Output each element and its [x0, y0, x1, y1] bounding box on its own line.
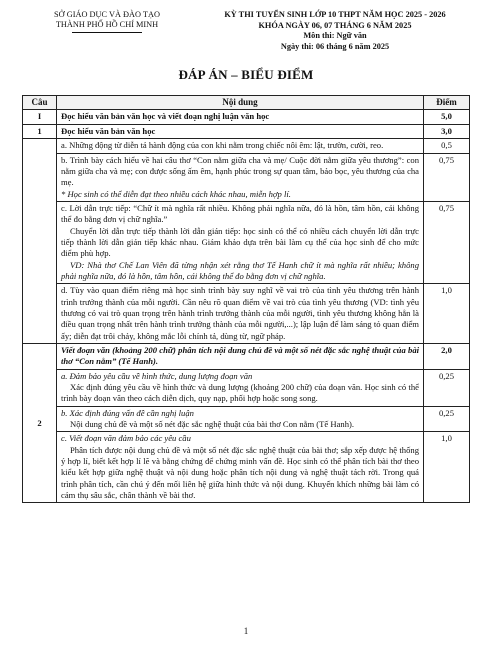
table-row — [23, 139, 470, 153]
document-title: ĐÁP ÁN – BIỂU ĐIỂM — [178, 67, 314, 83]
exam-session: KHÓA NGÀY 06, 07 THÁNG 6 NĂM 2025 — [258, 20, 412, 30]
answer-table — [22, 95, 470, 504]
answer-c-example: VD: Nhà thơ Chế Lan Viên đã từng nhận xét rằng thơ Tế Hanh chữ ít mà nghĩa rất nhiều; không phải nghĩa nữa, đó là hồn, tâm hồn, cái không thể đo bằng đơn vị chữ nghĩa. — [61, 259, 419, 281]
page-number: 1 — [243, 626, 249, 637]
header-cau: Câu — [23, 95, 57, 110]
row-score: 0,25 — [424, 369, 470, 406]
criterion-c-heading: c. Viết đoạn văn đảm bảo các yêu cầu — [61, 433, 191, 444]
row-content: a. Những động từ diễn tả hành động của con khi nằm trong chiếc nôi êm: lật, trườn, cười, reo. — [57, 139, 424, 153]
table-row — [23, 406, 470, 432]
row-score: 0,25 — [424, 406, 470, 432]
row-content — [57, 369, 424, 406]
row-score: 0,75 — [424, 153, 470, 201]
row-score: 1,0 — [424, 432, 470, 503]
exam-title: KỲ THI TUYỂN SINH LỚP 10 THPT NĂM HỌC 2025 - 2026 — [224, 10, 446, 19]
row-content: Đọc hiểu văn bản văn học và viết đoạn nghị luận văn học — [57, 110, 424, 124]
table-row — [23, 344, 470, 370]
table-row — [23, 284, 470, 344]
header-noi-dung: Nội dung — [57, 95, 424, 110]
row-score: 3,0 — [424, 124, 470, 138]
row-content: Viết đoạn văn (khoảng 200 chữ) phân tích nội dung chủ đề và một số nét đặc sắc nghệ thuật của bài thơ “Con nằm” (Tế Hanh). — [57, 344, 424, 370]
table-header-row — [23, 95, 470, 110]
row-score: 2,0 — [424, 344, 470, 370]
table-row — [23, 153, 470, 201]
criterion-a-text: Xác định đúng yêu cầu về hình thức và dung lượng (khoảng 200 chữ) của đoạn văn. Học sinh có thể trình bày đoạn văn theo cách diễn dịch, quy nạp, phối hợp hoặc song song. — [61, 382, 419, 404]
authority-line-1: SỞ GIÁO DỤC VÀ ĐÀO TẠO — [54, 10, 160, 19]
answer-c-quote: c. Lời dẫn trực tiếp: “Chữ ít mà nghĩa rất nhiều. Không phải nghĩa nữa, đó là hồn, tâm hồn, cái không thể đo bằng đơn vị chữ nghĩa.” — [61, 202, 419, 225]
row-cau: 1 — [23, 124, 57, 138]
row-score: 0,5 — [424, 139, 470, 153]
row-content — [57, 432, 424, 503]
exam-subject: Môn thi: Ngữ văn — [303, 31, 367, 41]
criterion-b-text: Nội dung chủ đề và một số nét đặc sắc nghệ thuật của bài thơ Con nằm (Tế Hanh). — [70, 419, 355, 430]
row-content — [57, 153, 424, 201]
table-row — [23, 110, 470, 124]
table-row — [23, 432, 470, 503]
row-content — [57, 406, 424, 432]
row-score: 5,0 — [424, 110, 470, 124]
answer-c-guide: Chuyển lời dẫn trực tiếp thành lời dẫn gián tiếp: học sinh có thể có nhiều cách chuyển lời dẫn trực tiếp thành lời dẫn gián tiếp khác nhau. Giám khảo dựa trên bài làm cụ thể của học sinh để cho mức điểm phù hợp. — [61, 225, 419, 259]
row-content — [57, 201, 424, 283]
row-cau: I — [23, 110, 57, 124]
row-cau-empty — [23, 139, 57, 344]
criterion-b-heading: b. Xác định đúng vấn đề cần nghị luận — [61, 407, 194, 418]
header-diem: Điểm — [424, 95, 470, 110]
row-content: d. Tùy vào quan điểm riêng mà học sinh trình bày suy nghĩ về vai trò của tình yêu thương trên hành trình trưởng thành của mỗi người. Cần nêu rõ quan điểm về vai trò của tình yêu thương (VD: tình yêu thương có vai trò quan trọng trên hành trình trưởng thành của mỗi người, tình yêu thương không hẳn là điều quan trọng nhất trên hành trình trưởng thành của mỗi người,...); lập luận để làm sáng tỏ quan điểm ấy; diễn đạt trôi chảy, không mắc lỗi chính tả, dùng từ, ngữ pháp. — [57, 284, 424, 344]
issuing-authority — [22, 10, 192, 52]
row-content: Đọc hiểu văn bản văn học — [57, 124, 424, 138]
table-row — [23, 124, 470, 138]
document-header — [22, 10, 470, 52]
table-row — [23, 201, 470, 283]
authority-underline — [72, 32, 142, 33]
exam-info — [200, 10, 470, 52]
row-cau: 2 — [23, 344, 57, 503]
row-score: 0,75 — [424, 201, 470, 283]
answer-b-note: * Học sinh có thể diễn đạt theo nhiều cách khác nhau, miễn hợp lí. — [61, 188, 291, 199]
exam-date: Ngày thi: 06 tháng 6 năm 2025 — [280, 41, 390, 51]
table-row — [23, 369, 470, 406]
answer-b-text: b. Trình bày cách hiểu về hai câu thơ “Con nằm giữa cha và mẹ/ Cuộc đời nằm giữa yêu thương”: con nằm giữa cha và mẹ; con được sống ấm êm, hạnh phúc trong sự quan tâm, bảo bọc, yêu thương của cha mẹ. — [61, 154, 419, 188]
criterion-c-text: Phân tích được nội dung chủ đề và một số nét đặc sắc nghệ thuật của bài thơ; sắp xếp được hệ thống ý hợp lí, biết kết hợp lí lẽ và bằng chứng để chứng minh vấn đề. Học sinh có thể phân tích bài thơ theo kiểu kết hợp giữa nghệ thuật và nội dung hoặc phân tích nội dung và nghệ thuật tách rời. Trong quá trình phân tích, cần chú ý đến mối liên hệ giữa hình thức và nội dung. Khuyến khích những bài làm có cảm thụ sâu sắc, chân thành về bài thơ. — [61, 444, 419, 501]
authority-line-2: THÀNH PHỐ HỒ CHÍ MINH — [55, 20, 159, 30]
row-score: 1,0 — [424, 284, 470, 344]
criterion-a-heading: a. Đảm bảo yêu cầu về hình thức, dung lượng đoạn văn — [61, 370, 253, 381]
